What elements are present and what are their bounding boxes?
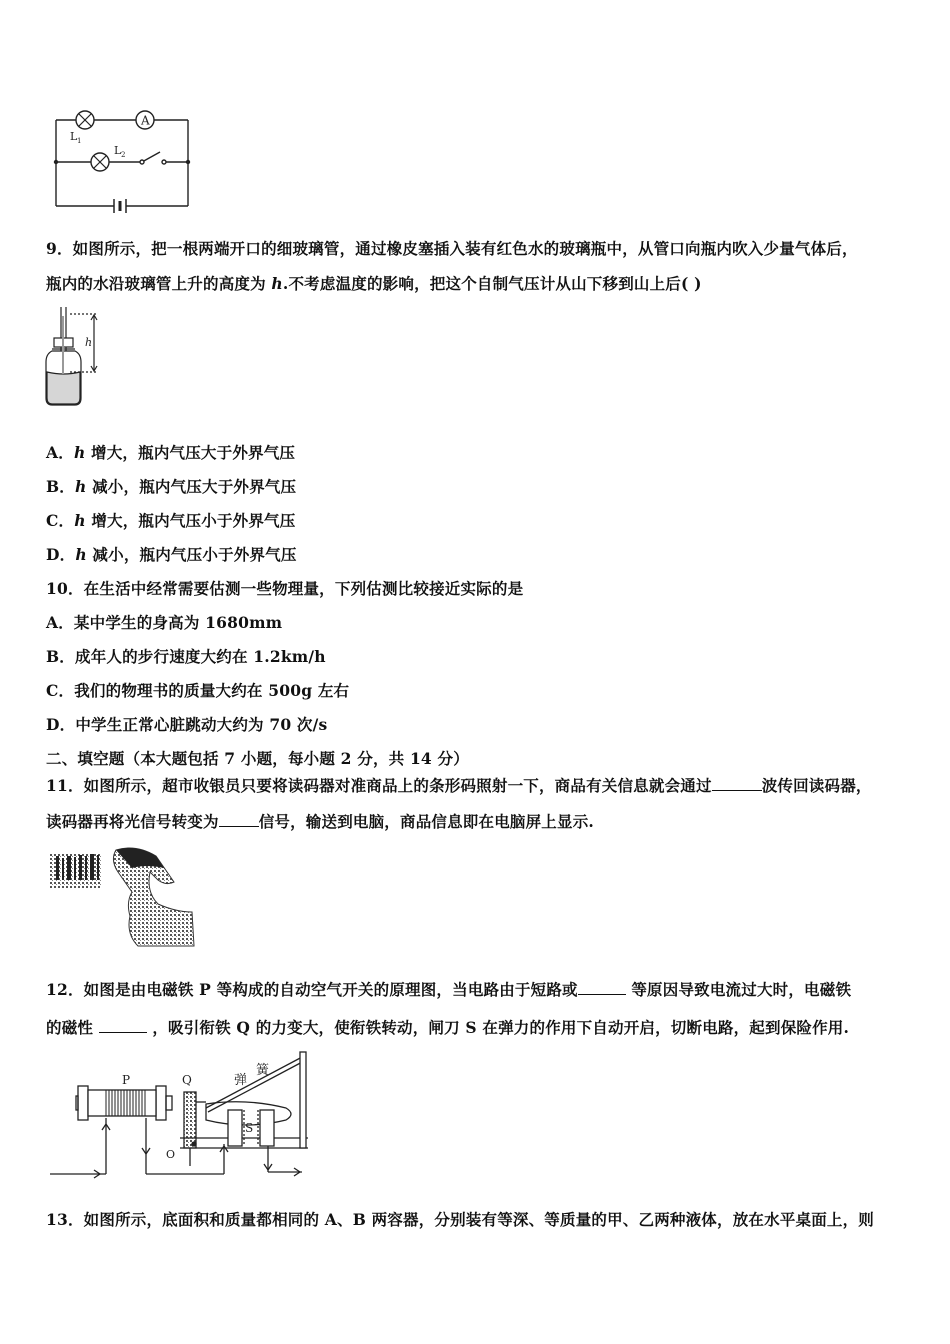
q9-option-c[interactable]: C．h 增大，瓶内气压小于外界气压	[46, 511, 296, 530]
circuit-diagram	[48, 104, 198, 216]
ammeter-label: A	[141, 113, 150, 128]
q10-option-d[interactable]: D．中学生正常心脏跳动大约为 70 次/s	[46, 715, 328, 734]
q9-option-d[interactable]: D．h 减小，瓶内气压小于外界气压	[46, 545, 297, 564]
q13-line1: 13．如图所示，底面积和质量都相同的 A、B 两容器，分别装有等深、等质量的甲、乙两种液体，放在水平桌面上，则	[46, 1210, 874, 1229]
lamp-l1-label: L	[70, 130, 78, 143]
barometer-h-label: h	[85, 336, 93, 349]
q9-option-a[interactable]: A．h 增大，瓶内气压大于外界气压	[46, 443, 296, 462]
q12-line2: 的磁性 ，吸引衔铁 Q 的力变大，使衔铁转动，闸刀 S 在弹力的作用下自动开启，切断电路，起到保险作用.	[46, 1018, 850, 1037]
lamp-l2-sub: 2	[121, 151, 126, 159]
spring-label-2: 簧	[256, 1063, 270, 1078]
pivot-o-label: O	[166, 1148, 176, 1161]
barcode-image	[50, 854, 102, 888]
q10-option-b[interactable]: B．成年人的步行速度大约在 1.2km/h	[46, 647, 326, 666]
q11-line2: 读码器再将光信号转变为 信号，输送到电脑，商品信息即在电脑屏上显示.	[46, 812, 595, 831]
q11-blank-1[interactable]	[712, 777, 762, 791]
q12-line1: 12．如图是由电磁铁 P 等构成的自动空气开关的原理图，当电路由于短路或 等原因导致电流过大时，电磁铁	[46, 980, 852, 999]
barometer-figure	[40, 304, 110, 412]
spring-label-1: 弹	[234, 1073, 248, 1088]
q12-blank-2[interactable]	[99, 1019, 147, 1033]
switch-s-label: S	[245, 1121, 254, 1135]
electromagnet-p-label: P	[122, 1073, 131, 1087]
air-switch-figure	[46, 1048, 314, 1180]
q11-line1: 11．如图所示，超市收银员只要将读码器对准商品上的条形码照射一下，商品有关信息就会通过 波传回读码器，	[46, 776, 872, 795]
q9-stem-line2: 瓶内的水沿玻璃管上升的高度为 h.不考虑温度的影响，把这个自制气压计从山下移到山上后( )	[46, 274, 702, 293]
q9-option-b[interactable]: B．h 减小，瓶内气压大于外界气压	[46, 477, 297, 496]
q10-option-a[interactable]: A．某中学生的身高为 1680mm	[46, 613, 283, 632]
q10-stem: 10．在生活中经常需要估测一些物理量，下列估测比较接近实际的是	[46, 579, 524, 598]
q12-blank-1[interactable]	[578, 981, 626, 995]
q10-option-c[interactable]: C．我们的物理书的质量大约在 500g 左右	[46, 681, 350, 700]
armature-q-label: Q	[182, 1073, 192, 1087]
q11-blank-2[interactable]	[219, 813, 259, 827]
q9-stem-line1: 9．如图所示，把一根两端开口的细玻璃管，通过橡皮塞插入装有红色水的玻璃瓶中，从管口向瓶内吹入少量气体后，	[46, 239, 858, 258]
lamp-l1-sub: 1	[77, 137, 82, 145]
q9-var-h: h	[271, 274, 283, 293]
section-heading: 二、填空题（本大题包括 7 小题，每小题 2 分，共 14 分）	[46, 749, 469, 768]
lamp-l2-label: L	[114, 144, 122, 157]
barcode-scanner-figure	[46, 842, 198, 948]
